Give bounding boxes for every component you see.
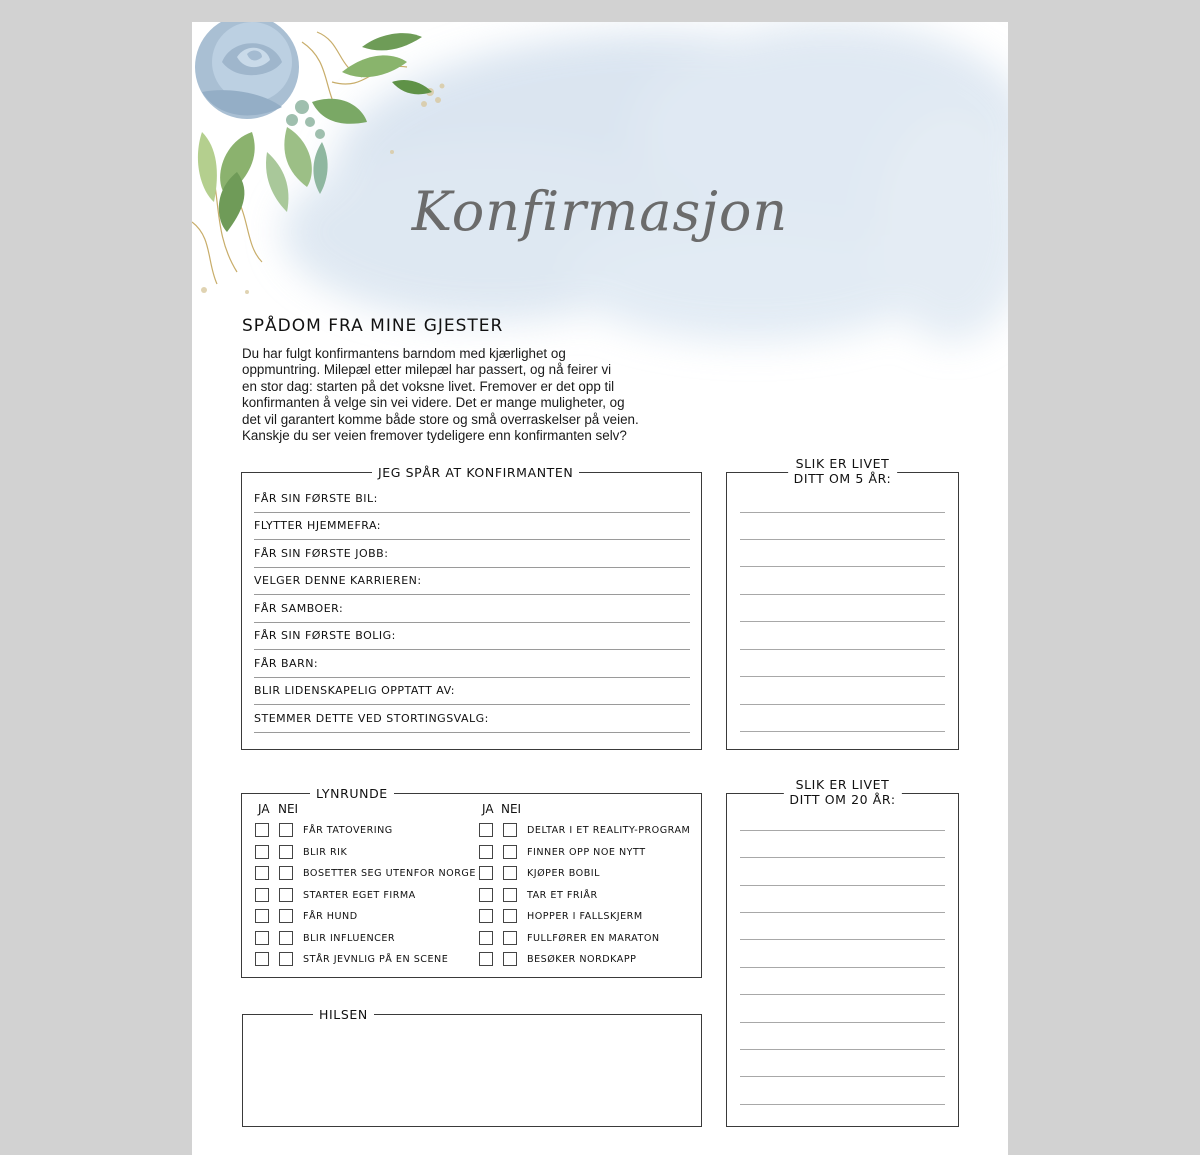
yes-checkbox[interactable] <box>255 845 269 859</box>
quick-round-legend: LYNRUNDE <box>310 786 394 801</box>
prediction-row[interactable] <box>254 540 690 568</box>
no-column-header: NEI <box>278 802 299 816</box>
prediction-row[interactable] <box>254 485 690 513</box>
writing-line[interactable] <box>740 912 945 913</box>
prediction-label: VELGER DENNE KARRIEREN: <box>254 574 422 587</box>
yes-checkbox[interactable] <box>479 931 493 945</box>
no-checkbox[interactable] <box>503 823 517 837</box>
writing-line[interactable] <box>740 1049 945 1050</box>
quick-round-label: HOPPER I FALLSKJERM <box>527 911 643 922</box>
intro-line: en stor dag: starten på det voksne livet. Fremover er det opp til <box>242 378 615 394</box>
life-20-legend-line2: DITT OM 20 ÅR: <box>789 792 896 807</box>
no-checkbox[interactable] <box>503 888 517 902</box>
yes-checkbox[interactable] <box>479 909 493 923</box>
no-column-header: NEI <box>501 802 522 816</box>
intro-line: det vil garantert komme både store og små overraskelser på veien. <box>242 411 639 427</box>
floral-corner <box>192 22 452 312</box>
quick-round-label: FULLFØRER EN MARATON <box>527 932 660 944</box>
prediction-label: FÅR SIN FØRSTE JOBB: <box>254 546 389 560</box>
prediction-row[interactable] <box>254 623 690 651</box>
quick-round-label: STARTER EGET FIRMA <box>303 889 416 901</box>
writing-line[interactable] <box>740 1022 945 1023</box>
prediction-label: FÅR BARN: <box>254 656 319 670</box>
writing-line[interactable] <box>740 885 945 886</box>
prediction-label: FLYTTER HJEMMEFRA: <box>254 519 382 532</box>
yes-checkbox[interactable] <box>255 823 269 837</box>
life-20-legend <box>783 777 901 807</box>
yes-column-header: JA <box>258 802 270 816</box>
predictions-box <box>241 465 702 750</box>
no-checkbox[interactable] <box>279 931 293 945</box>
life-20-legend-line1: SLIK ER LIVET <box>795 777 890 792</box>
prediction-row[interactable] <box>254 650 690 678</box>
section-heading: SPÅDOM FRA MINE GJESTER <box>242 316 504 336</box>
yes-checkbox[interactable] <box>479 823 493 837</box>
yes-checkbox[interactable] <box>479 845 493 859</box>
no-checkbox[interactable] <box>279 909 293 923</box>
no-checkbox[interactable] <box>503 866 517 880</box>
writing-line[interactable] <box>740 830 945 831</box>
writing-line[interactable] <box>740 566 945 567</box>
quick-round-label: FÅR HUND <box>303 911 358 922</box>
prediction-label: STEMMER DETTE VED STORTINGSVALG: <box>254 711 489 725</box>
no-checkbox[interactable] <box>503 845 517 859</box>
life-5-legend-line2: DITT OM 5 ÅR: <box>793 471 892 486</box>
prediction-label: FÅR SIN FØRSTE BOLIG: <box>254 629 396 642</box>
yes-checkbox[interactable] <box>255 866 269 880</box>
no-checkbox[interactable] <box>279 952 293 966</box>
writing-line[interactable] <box>740 621 945 622</box>
intro-line: konfirmanten å velge sin vei videre. Det er mange muligheter, og <box>242 395 625 411</box>
yes-checkbox[interactable] <box>479 888 493 902</box>
writing-line[interactable] <box>740 967 945 968</box>
writing-line[interactable] <box>740 857 945 858</box>
no-checkbox[interactable] <box>503 931 517 945</box>
intro-line: Kanskje du ser veien fremover tydeligere enn konfirmanten selv? <box>242 428 627 444</box>
life-5-legend <box>788 456 898 486</box>
no-checkbox[interactable] <box>279 888 293 902</box>
life-5-legend-line1: SLIK ER LIVET <box>795 456 890 471</box>
writing-line[interactable] <box>740 994 945 995</box>
intro-line: oppmuntring. Milepæl etter milepæl har passert, og nå feirer vi <box>242 362 612 378</box>
greeting-legend: HILSEN <box>313 1007 374 1022</box>
yes-checkbox[interactable] <box>255 888 269 902</box>
yes-column-header: JA <box>482 802 494 816</box>
writing-line[interactable] <box>740 1076 945 1077</box>
intro-line: Du har fulgt konfirmantens barndom med kjærlighet og <box>242 346 566 361</box>
yes-checkbox[interactable] <box>255 952 269 966</box>
writing-line[interactable] <box>740 649 945 650</box>
yes-checkbox[interactable] <box>479 952 493 966</box>
writing-line[interactable] <box>740 939 945 940</box>
prediction-label: BLIR LIDENSKAPELIG OPPTATT AV: <box>254 684 455 697</box>
document-page <box>192 22 1008 1155</box>
quick-round-label: FINNER OPP NOE NYTT <box>527 846 646 858</box>
writing-line[interactable] <box>740 1104 945 1105</box>
writing-line[interactable] <box>740 594 945 595</box>
writing-line[interactable] <box>740 704 945 705</box>
quick-round-label: BLIR RIK <box>303 846 348 858</box>
no-checkbox[interactable] <box>503 952 517 966</box>
no-checkbox[interactable] <box>279 845 293 859</box>
quick-round-label: BOSETTER SEG UTENFOR NORGE <box>303 868 476 879</box>
greeting-box[interactable] <box>242 1007 702 1127</box>
predictions-legend: JEG SPÅR AT KONFIRMANTEN <box>372 465 579 480</box>
prediction-row[interactable] <box>254 595 690 623</box>
writing-line[interactable] <box>740 512 945 513</box>
quick-round-label: FÅR TATOVERING <box>303 825 393 836</box>
yes-checkbox[interactable] <box>255 931 269 945</box>
prediction-row[interactable] <box>254 568 690 596</box>
yes-checkbox[interactable] <box>479 866 493 880</box>
yes-checkbox[interactable] <box>255 909 269 923</box>
no-checkbox[interactable] <box>279 866 293 880</box>
no-checkbox[interactable] <box>503 909 517 923</box>
life-5-years-box <box>726 456 959 750</box>
quick-round-label: DELTAR I ET REALITY-PROGRAM <box>527 825 691 836</box>
quick-round-label: TAR ET FRIÅR <box>527 889 598 901</box>
prediction-row[interactable] <box>254 678 690 706</box>
writing-line[interactable] <box>740 731 945 732</box>
writing-line[interactable] <box>740 676 945 677</box>
writing-line[interactable] <box>740 539 945 540</box>
quick-round-label: BLIR INFLUENCER <box>303 932 396 944</box>
life-20-years-box <box>726 777 959 1127</box>
prediction-label: FÅR SAMBOER: <box>254 601 344 615</box>
document-title: Konfirmasjon <box>411 180 789 243</box>
quick-round-label: STÅR JEVNLIG PÅ EN SCENE <box>303 954 449 965</box>
prediction-row[interactable] <box>254 513 690 541</box>
quick-round-label: KJØPER BOBIL <box>527 868 600 879</box>
prediction-label: FÅR SIN FØRSTE BIL: <box>254 491 378 505</box>
blue-rose <box>195 22 299 119</box>
quick-round-label: BESØKER NORDKAPP <box>527 954 637 965</box>
intro-paragraph <box>242 346 662 444</box>
no-checkbox[interactable] <box>279 823 293 837</box>
quick-round-box <box>241 786 702 978</box>
prediction-row[interactable] <box>254 705 690 733</box>
